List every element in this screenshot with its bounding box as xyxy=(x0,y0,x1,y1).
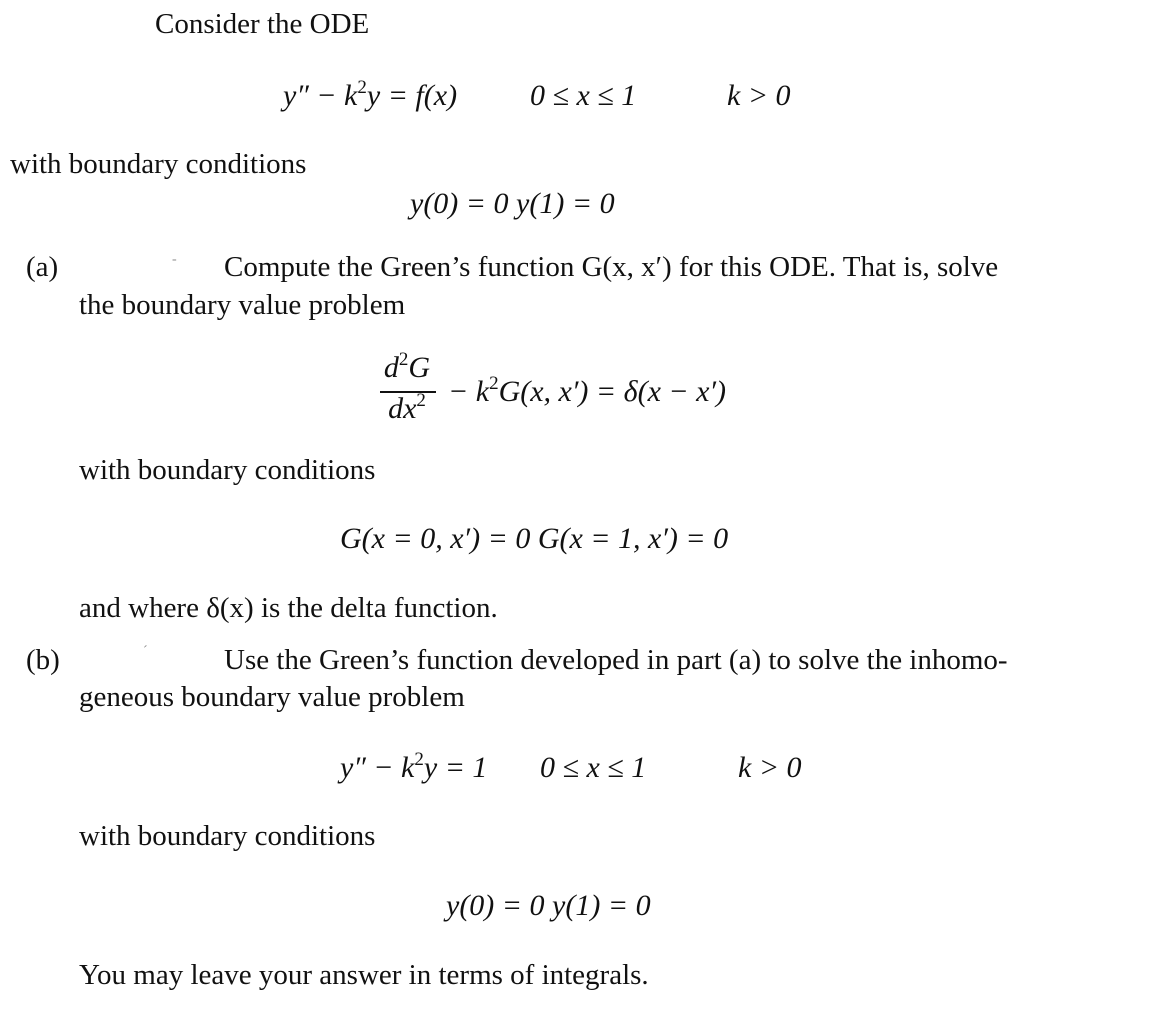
part-a-line2: the boundary value problem xyxy=(79,289,406,321)
fraction-denominator: $dx^2$ xyxy=(388,390,426,425)
bc-equation: y(0) = 0 y(1) = 0 xyxy=(410,187,615,220)
part-b-label: (b) xyxy=(26,644,60,676)
ode-lhs-b: y = f(x) xyxy=(366,79,458,112)
part-a-label: (a) xyxy=(26,251,59,283)
part-b-parameter: k > 0 xyxy=(738,751,802,784)
part-b-equation: $y'' - k^2y = 1$ xyxy=(340,749,488,784)
ode-parameter: k > 0 xyxy=(727,79,791,112)
ode-domain: 0 ≤ x ≤ 1 xyxy=(530,79,637,112)
part-b-line1: Use the Green’s function developed in part (a) to solve the inhomo- xyxy=(224,644,1008,676)
integral-note: You may leave your answer in terms of integrals. xyxy=(79,959,649,991)
part-b-bc-intro: with boundary conditions xyxy=(79,820,376,852)
delta-note: and where δ(x) is the delta function. xyxy=(79,592,498,624)
scan-mark: - xyxy=(172,252,177,267)
ode-square: 2 xyxy=(357,77,367,98)
ode-equation xyxy=(283,78,457,114)
bc-intro-text: with boundary conditions xyxy=(10,148,307,180)
part-a-bc-intro: with boundary conditions xyxy=(79,454,376,486)
part-b-line2: geneous boundary value problem xyxy=(79,681,465,713)
part-a-line1: Compute the Green’s function G(x, x′) for this ODE. That is, solve xyxy=(224,251,999,283)
fraction-numerator: $d^2G$ xyxy=(383,349,431,384)
scan-mark: ´ xyxy=(143,644,148,659)
ode-lhs-a: y″ − k xyxy=(283,79,358,112)
part-b-domain: 0 ≤ x ≤ 1 xyxy=(540,751,647,784)
intro-text: Consider the ODE xyxy=(155,8,370,40)
greens-equation: − $k^2G(x$, x′) = δ(x − x′) xyxy=(448,373,727,408)
part-a-bc-equation: G(x = 0, x′) = 0 G(x = 1, x′) = 0 xyxy=(340,522,729,555)
part-b-bc-equation: y(0) = 0 y(1) = 0 xyxy=(446,889,651,922)
